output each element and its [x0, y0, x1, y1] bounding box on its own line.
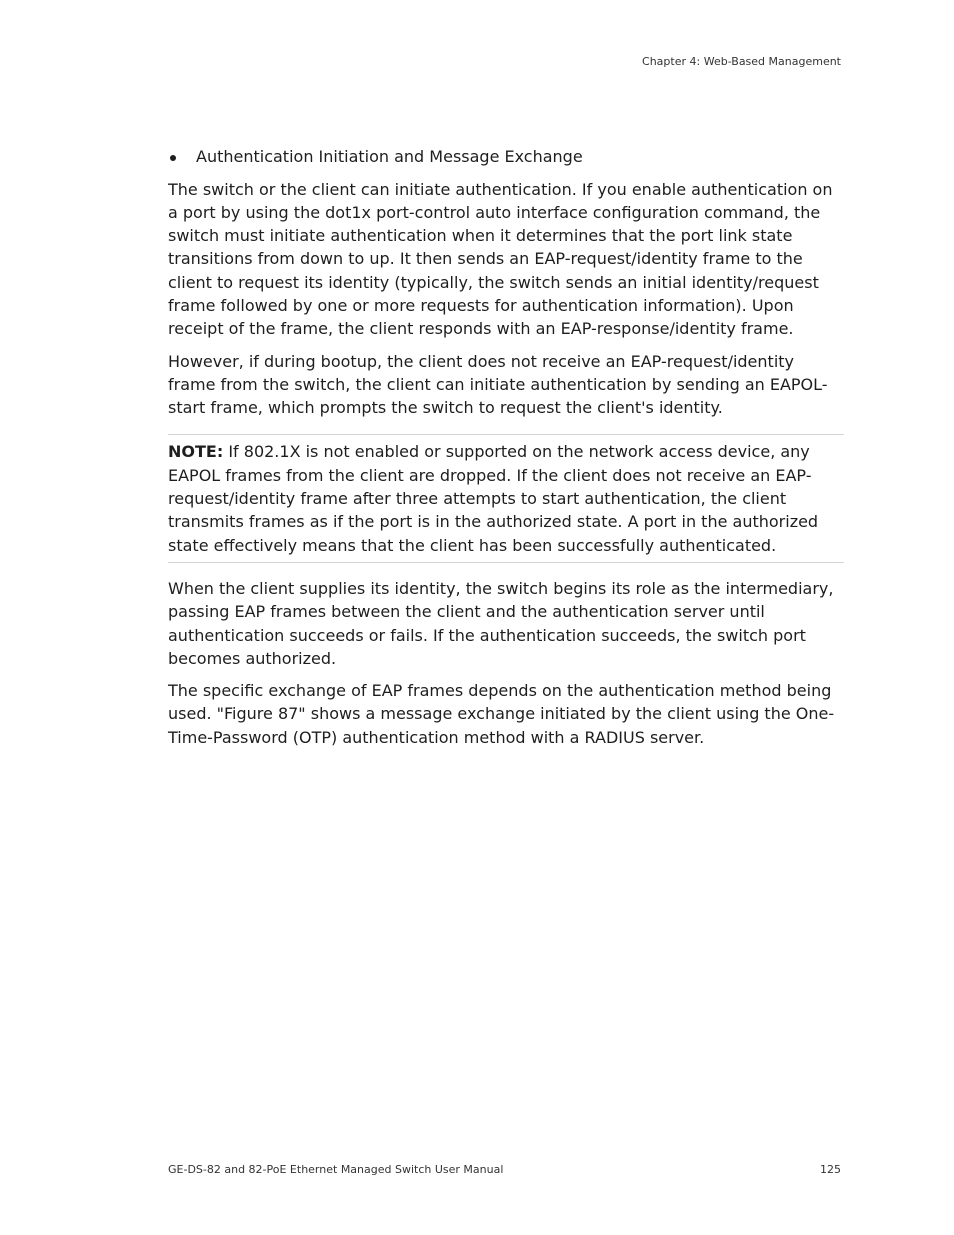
bullet-item — [168, 145, 844, 169]
note-box — [168, 434, 844, 562]
paragraph-bootup: However, if during bootup, the client does not receive an EAP-request/identity frame from the switch, the client can initiate authentication by sending an EAPOL-start frame, which prompts the switch to request the client's identity. — [168, 351, 828, 418]
running-header: Chapter 4: Web-Based Management — [642, 55, 841, 68]
page-number: 125 — [820, 1163, 841, 1176]
paragraph-initiation: The switch or the client can initiate authentication. If you enable authentication on a port by using the dot1x port-control auto interface configuration command, the switch must initiate authentication when it determines that the port link state transitions from down to up. It then sends an EAP-request/identity frame to the client to request its identity (typically, the switch sends an initial identity/request frame followed by one or more requests for authentication information). Upon receipt of the frame, the client responds with an EAP-response/identity frame. — [168, 179, 833, 339]
note-text: If 802.1X is not enabled or supported on the network access device, any EAPOL frames from the client are dropped. If the client does not receive an EAP-request/identity frame after three attempts to start authentication, the client transmits frames as if the port is in the authorized state. A port in the authorized state effectively means that the client has been successfully authenticated. — [168, 442, 819, 555]
paragraph-identity: When the client supplies its identity, the switch begins its role as the intermediary, passing EAP frames between the client and the authentication server until authentication succeeds or fails. If the authentication succeeds, the switch port becomes authorized. — [168, 578, 834, 668]
footer-manual-title: GE-DS-82 and 82-PoE Ethernet Managed Switch User Manual — [168, 1163, 504, 1176]
bullet-text: Authentication Initiation and Message Exchange — [196, 147, 583, 166]
page-content — [168, 145, 844, 758]
bullet-icon — [170, 155, 176, 161]
paragraph-exchange: The specific exchange of EAP frames depends on the authentication method being used. "Figure 87" shows a message exchange initiated by the client using the One-Time-Password (OTP) authentication method with a RADIUS server. — [168, 681, 835, 747]
note-label: NOTE: — [168, 442, 224, 462]
